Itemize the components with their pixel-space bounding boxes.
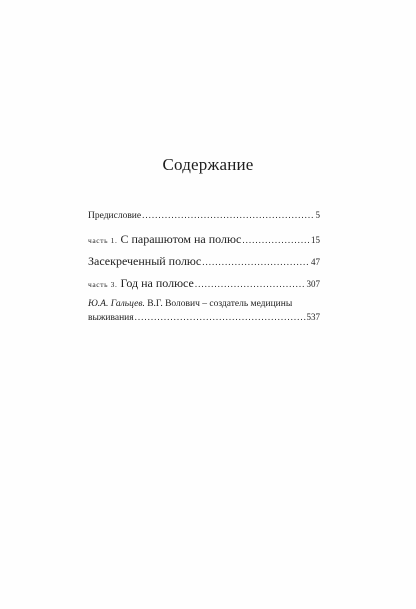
dot-leader bbox=[135, 311, 306, 324]
toc-page-number: 307 bbox=[306, 279, 320, 289]
appendix-title-line-2: выживания bbox=[88, 313, 134, 323]
toc-entry-part-3[interactable] bbox=[88, 274, 320, 296]
part-title: Засекреченный полюс bbox=[88, 254, 202, 268]
toc-entry-label bbox=[88, 274, 194, 292]
appendix-title-line-1: В.Г. Волович – создатель медицины bbox=[147, 299, 293, 309]
toc-page-number: 15 bbox=[311, 235, 320, 245]
toc-entry-part-1[interactable] bbox=[88, 230, 320, 252]
toc-entry-label: Предисловие bbox=[88, 211, 142, 221]
part-prefix: часть 3. bbox=[88, 280, 118, 289]
part-title: С парашютом на полюс bbox=[120, 232, 242, 246]
toc-entry-preface[interactable] bbox=[88, 210, 320, 230]
appendix-second-line bbox=[88, 311, 320, 325]
toc-entry-part-2[interactable] bbox=[88, 252, 320, 274]
toc-page-number: 537 bbox=[306, 312, 320, 322]
appendix-first-line bbox=[88, 298, 320, 311]
part-title: Год на полюсе bbox=[120, 276, 194, 290]
toc-page-number: 5 bbox=[315, 210, 320, 220]
part-prefix: часть 1. bbox=[88, 236, 118, 245]
table-of-contents bbox=[88, 210, 320, 325]
page-title: Содержание bbox=[162, 155, 254, 174]
dot-leader bbox=[142, 210, 314, 220]
dot-leader bbox=[195, 279, 306, 289]
toc-entry-label bbox=[88, 252, 201, 270]
toc-entry-appendix[interactable] bbox=[88, 298, 320, 325]
appendix-author: Ю.А. Гальцев. bbox=[88, 299, 145, 309]
toc-entry-label bbox=[88, 230, 241, 248]
toc-page-number: 47 bbox=[311, 257, 320, 267]
dot-leader bbox=[242, 235, 310, 245]
dot-leader bbox=[202, 257, 310, 267]
